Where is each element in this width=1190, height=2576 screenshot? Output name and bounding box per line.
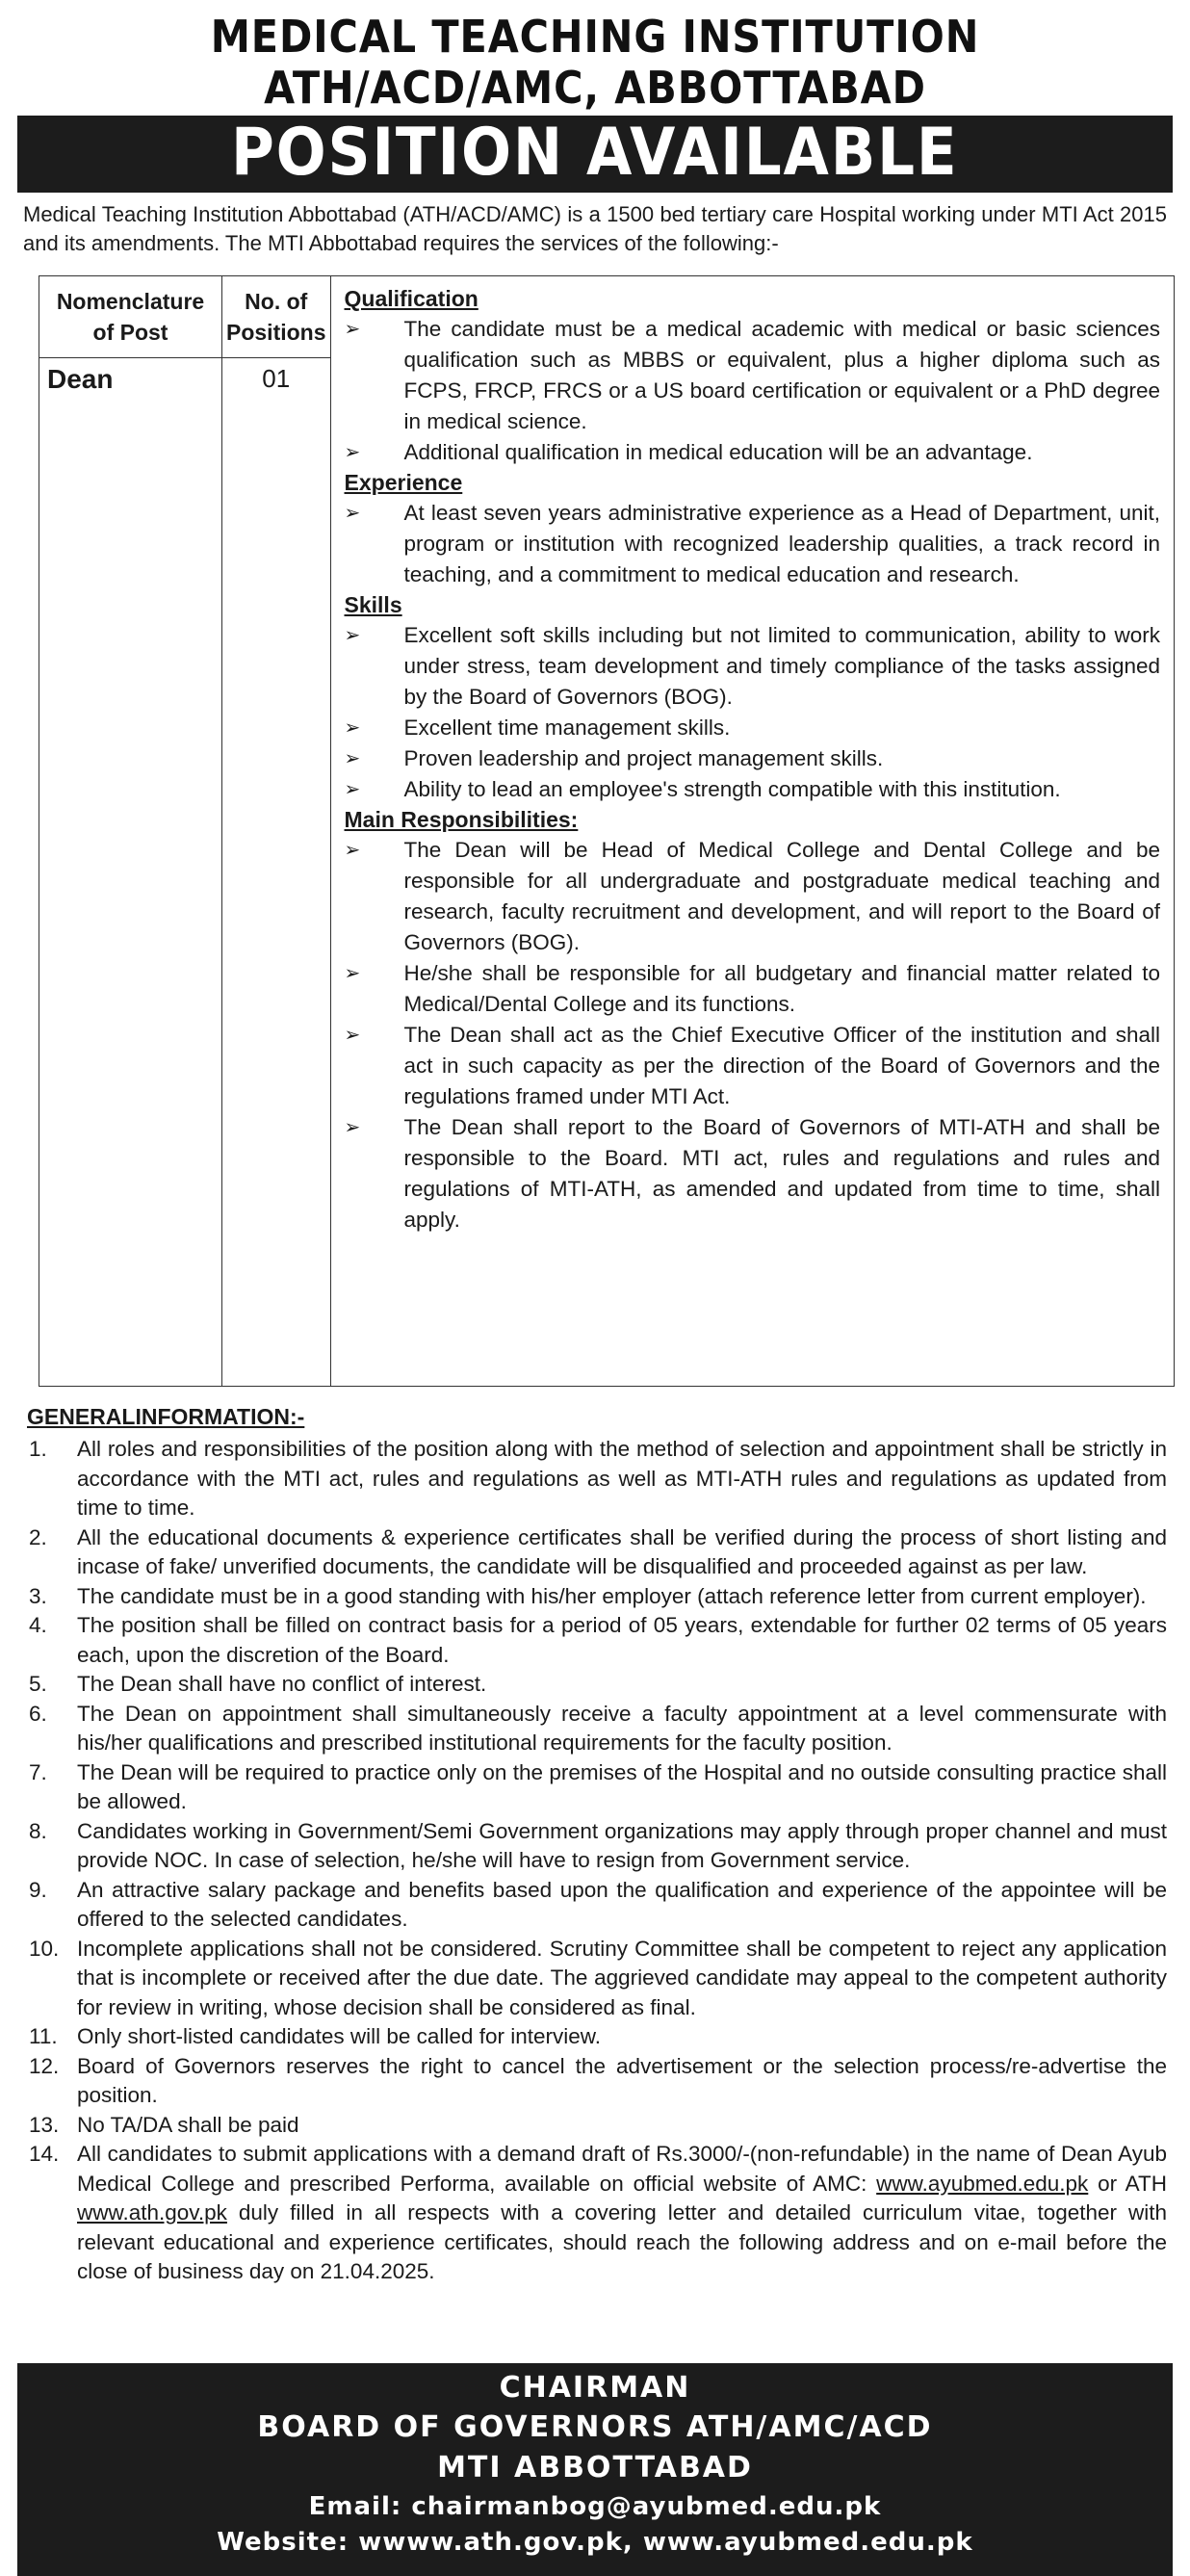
list-item: ➢ The Dean shall act as the Chief Executive Officer of the institution and shall act in such capacity as per the direction of the Board of Governors and the regulations framed under MTI Act. — [345, 1020, 1160, 1112]
list-item: ➢ Additional qualification in medical education will be an advantage. — [345, 437, 1160, 468]
list-item: ➢ He/she shall be responsible for all budgetary and financial matter related to Medical/Dental College and its functions. — [345, 958, 1160, 1020]
ayubmed-website-link[interactable]: www.ayubmed.edu.pk — [876, 2171, 1089, 2196]
list-item: 12. Board of Governors reserves the right to cancel the advertisement or the selection process/re-advertise the position. — [29, 2053, 1167, 2107]
experience-list — [345, 498, 1160, 590]
post-name: Dean — [39, 358, 222, 1387]
arrow-bullet-icon: ➢ — [344, 1025, 361, 1046]
list-item: 6. The Dean on appointment shall simultaneously receive a faculty appointment at a level commensurate with his/her qualifications and prescribed institutional requirements for the faculty position. — [29, 1701, 1167, 1755]
arrow-bullet-icon: ➢ — [344, 625, 361, 646]
banner-text: POSITION AVAILABLE — [231, 115, 959, 191]
list-item: ➢ The Dean will be Head of Medical College and Dental College and be responsible for all undergraduate and postgraduate medical teaching and research, faculty recruitment and development, and will report to the Board of Governors (BOG). — [345, 835, 1160, 958]
arrow-bullet-icon: ➢ — [344, 963, 361, 984]
qualification-list — [345, 314, 1160, 468]
list-item: ➢ At least seven years administrative experience as a Head of Department, unit, program or institution with recognized leadership qualities, a track record in teaching, and a commitment to medical education and research. — [345, 498, 1160, 590]
list-item: 1. All roles and responsibilities of the position along with the method of selection and appointment shall be strictly in accordance with the MTI act, rules and regulations as well as MTI-ATH rules and regulations as updated from time to time. — [29, 1437, 1167, 1520]
list-item: ➢ Excellent soft skills including but not limited to communication, ability to work under stress, team development and timely compliance of the tasks assigned by the Board of Governors (BOG). — [345, 620, 1160, 713]
arrow-bullet-icon: ➢ — [344, 717, 361, 739]
general-information-list — [17, 1435, 1173, 2287]
contact-footer — [17, 2363, 1173, 2576]
arrow-bullet-icon: ➢ — [344, 779, 361, 800]
experience-heading: Experience — [344, 470, 463, 495]
skills-heading: Skills — [344, 592, 402, 617]
list-item: 14. All candidates to submit applications with a demand draft of Rs.3000/-(non-refundable) in the name of Dean Ayub Medical College and prescribed Performa, available on official website of AMC: www.ayubmed.edu.pk or ATH www.ath.gov.pk duly filled in all respects with a covering letter and detailed curriculum vitae, together with relevant educational and experience certificates, should reach the following address and on e-mail before the close of business day on 21.04.2025. — [29, 2142, 1167, 2283]
list-item: 9. An attractive salary package and benefits based upon the qualification and experience of the appointee will be offered to the selected candidates. — [29, 1877, 1167, 1931]
arrow-bullet-icon: ➢ — [344, 503, 361, 524]
arrow-bullet-icon: ➢ — [344, 319, 361, 340]
list-item: 4. The position shall be filled on contract basis for a period of 05 years, extendable for further 02 terms of 05 years each, upon the discretion of the Board. — [29, 1613, 1167, 1667]
responsibilities-list — [345, 835, 1160, 1236]
list-item: ➢ The candidate must be a medical academic with medical or basic sciences qualification such as MBBS or equivalent, plus a higher diploma such as FCPS, FRCP, FRCS or a US board certification or equivalent or a PhD degree in medical science. — [345, 314, 1160, 437]
ath-website-link[interactable]: www.ath.gov.pk — [77, 2200, 227, 2225]
qualification-heading: Qualification — [344, 286, 479, 311]
list-item: 2. All the educational documents & experience certificates shall be verified during the process of short listing and incase of fake/ unverified documents, the candidate will be disqualified and proceeded against as per law. — [29, 1524, 1167, 1578]
position-table — [39, 275, 1175, 1387]
arrow-bullet-icon: ➢ — [344, 442, 361, 463]
list-item: ➢ The Dean shall report to the Board of Governors of MTI-ATH and shall be responsible to the Board. MTI act, rules and regulations and rules and regulations of MTI-ATH, as amended and updated from time to time, shall apply. — [345, 1112, 1160, 1236]
arrow-bullet-icon: ➢ — [344, 748, 361, 769]
list-item: ➢ Proven leadership and project management skills. — [345, 743, 1160, 774]
positions-count: 01 — [222, 358, 331, 1387]
arrow-bullet-icon: ➢ — [344, 840, 361, 861]
list-item: ➢ Ability to lead an employee's strength compatible with this institution. — [345, 774, 1160, 805]
list-item: 8. Candidates working in Government/Semi Government organizations may apply through proper channel and must provide NOC. In case of selection, he/she will have to resign from Government service. — [29, 1818, 1167, 1872]
responsibilities-heading: Main Responsibilities: — [344, 807, 579, 832]
footer-website[interactable]: Website: wwww.ath.gov.pk, www.ayubmed.edu.pk — [217, 2528, 973, 2557]
footer-email[interactable]: Email: chairmanbog@ayubmed.edu.pk — [308, 2492, 882, 2521]
list-item: 11. Only short-listed candidates will be called for interview. — [29, 2024, 601, 2048]
position-details — [330, 276, 1174, 1387]
list-item: 7. The Dean will be required to practice only on the premises of the Hospital and no outside consulting practice shall be allowed. — [29, 1759, 1167, 1813]
institution-location: ATH/ACD/AMC, ABBOTTABAD — [264, 62, 926, 114]
skills-list — [345, 620, 1160, 805]
list-item: 3. The candidate must be in a good standing with his/her employer (attach reference letter from current employer). — [29, 1583, 1147, 1608]
list-item: 10. Incomplete applications shall not be considered. Scrutiny Committee shall be competent to reject any application that is incomplete or received after the due date. The aggrieved candidate may appeal to the competent authority for review in writing, whose decision shall be considered as final. — [29, 1936, 1167, 2019]
list-item: 5. The Dean shall have no conflict of interest. — [29, 1672, 487, 1696]
institution-title: MEDICAL TEACHING INSTITUTION — [210, 11, 980, 63]
footer-board: BOARD OF GOVERNORS ATH/AMC/ACD — [257, 2410, 933, 2444]
positions-column-header: No. of Positions — [222, 276, 331, 358]
footer-institution: MTI ABBOTTABAD — [437, 2451, 753, 2485]
general-information-heading: GENERALINFORMATION:- — [27, 1404, 305, 1429]
list-item: 13. No TA/DA shall be paid — [29, 2112, 299, 2137]
arrow-bullet-icon: ➢ — [344, 1117, 361, 1138]
post-column-header: Nomenclature of Post — [39, 276, 222, 358]
list-item: ➢ Excellent time management skills. — [345, 713, 1160, 743]
footer-chairman: CHAIRMAN — [499, 2371, 691, 2405]
position-banner — [17, 116, 1173, 193]
intro-paragraph: Medical Teaching Institution Abbottabad (ATH/ACD/AMC) is a 1500 bed tertiary care Hospital working under MTI Act 2015 and its amendments. The MTI Abbottabad requires the services of the following:- — [23, 202, 1167, 255]
